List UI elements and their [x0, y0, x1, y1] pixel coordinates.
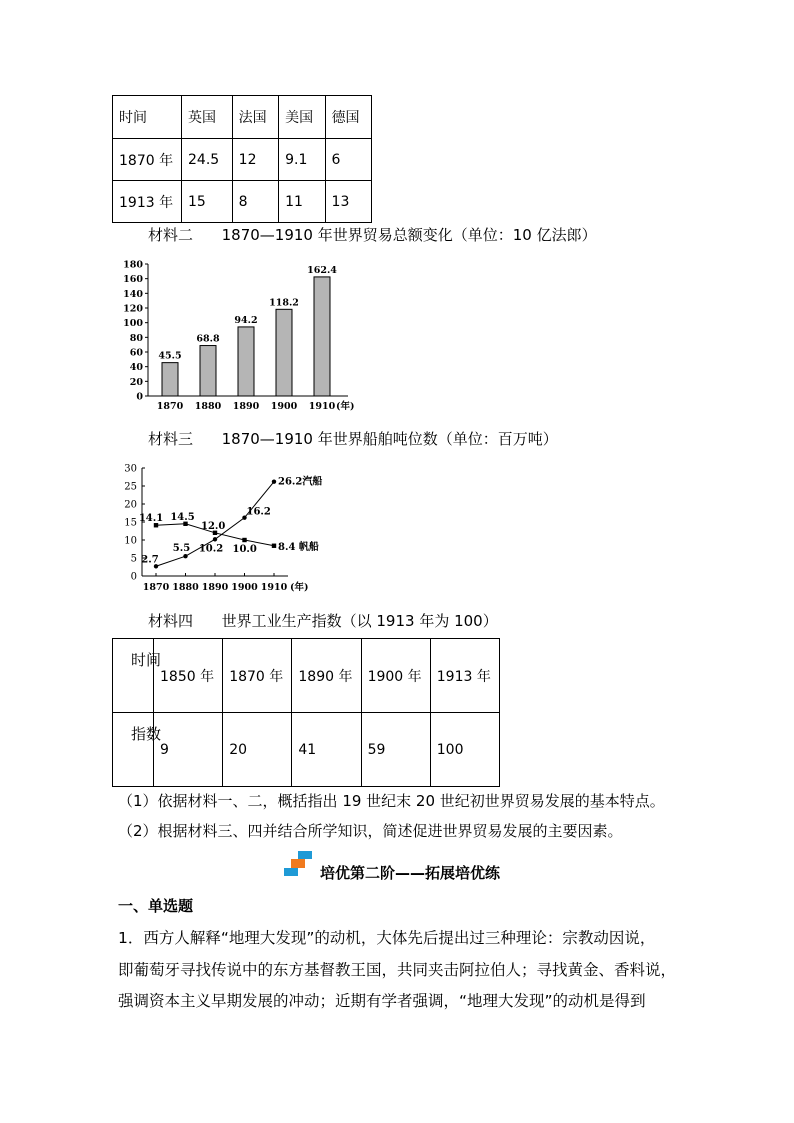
x-axis-label: (年)	[336, 401, 355, 412]
point-data-label: 12.0	[201, 520, 226, 532]
point-data-label: 14.1	[138, 513, 164, 525]
point-data-label: 8.4 帆船	[278, 541, 319, 553]
table1-cell: 6	[325, 139, 371, 181]
y-tick-label: 60	[129, 347, 143, 359]
table1-cell: 12	[232, 139, 278, 181]
bar	[238, 327, 254, 396]
table1-header-usa: 美国	[279, 96, 325, 139]
data-point	[242, 538, 246, 542]
y-tick-label: 40	[129, 362, 143, 374]
table4-cell: 100	[430, 713, 499, 787]
x-tick-label: 1910	[308, 401, 336, 412]
y-tick-label: 0	[130, 571, 137, 583]
table4-cell: 1900 年	[361, 639, 430, 713]
table4-cell: 59	[361, 713, 430, 787]
bar-data-label: 94.2	[234, 314, 258, 326]
table-row	[113, 139, 372, 181]
table1-cell: 11	[279, 181, 325, 223]
table1-cell: 1870 年	[113, 139, 182, 181]
table1-cell: 1913 年	[113, 181, 182, 223]
table4-row-first	[113, 713, 161, 787]
table-row	[113, 713, 500, 787]
data-point	[272, 479, 276, 483]
x-tick-label: 1880	[172, 582, 199, 593]
x-tick-label: 1900	[231, 582, 258, 593]
y-tick-label: 80	[129, 332, 143, 344]
table4-cell: 1870 年	[223, 639, 292, 713]
x-tick-label: 1870	[156, 401, 184, 412]
table1-cell: 15	[182, 181, 233, 223]
question-2: （2）根据材料三、四并结合所学知识，简述促进世界贸易发展的主要因素。	[118, 822, 623, 840]
point-data-label: 10.2	[198, 543, 224, 555]
problem-1-line-3: 强调资本主义早期发展的冲动；近期有学者强调，“地理大发现”的动机是得到	[118, 992, 646, 1010]
x-tick-label: 1890	[232, 401, 260, 412]
bar-data-label: 118.2	[269, 297, 299, 309]
y-tick-label: 5	[130, 553, 137, 565]
banner-logo-icon	[284, 851, 316, 877]
table4-header-first	[113, 639, 161, 713]
y-tick-label: 10	[124, 535, 137, 547]
table4-cell: 20	[223, 713, 292, 787]
problem-1-line-1: 1．西方人解释“地理大发现”的动机，大体先后提出过三种理论：宗教动因说，	[118, 929, 656, 947]
bar-data-label: 68.8	[196, 333, 220, 345]
y-tick-label: 15	[124, 517, 137, 529]
bar	[276, 309, 292, 396]
table4-cell: 1850 年	[154, 639, 223, 713]
point-data-label: 14.5	[170, 511, 195, 523]
y-tick-label: 20	[124, 499, 137, 511]
bar	[162, 363, 178, 396]
table1-header-france: 法国	[232, 96, 278, 139]
table4-row-index-label: 指数	[130, 725, 161, 743]
x-axis-label: (年)	[290, 582, 309, 593]
table4-cell: 1913 年	[430, 639, 499, 713]
x-tick-label: 1890	[201, 582, 229, 593]
material4-table	[112, 638, 500, 787]
bar	[200, 346, 216, 396]
x-tick-label: 1910	[260, 582, 288, 593]
point-data-label: 5.5	[172, 543, 191, 555]
table4-cell: 9	[154, 713, 223, 787]
point-data-label: 2.7	[141, 554, 159, 566]
question-1: （1）依据材料一、二，概括指出 19 世纪末 20 世纪初世界贸易发展的基本特点。	[118, 792, 665, 810]
material1-table	[112, 95, 372, 223]
bar-data-label: 162.4	[307, 264, 337, 276]
problem-1-line-2: 即葡萄牙寻找传说中的东方基督教王国，共同夹击阿拉伯人；寻找黄金、香料说，	[118, 961, 677, 979]
point-data-label: 16.2	[246, 506, 271, 518]
data-point	[272, 544, 276, 548]
y-tick-label: 100	[123, 318, 143, 330]
table-row	[113, 181, 372, 223]
y-tick-label: 120	[123, 303, 143, 315]
y-tick-label: 140	[123, 288, 143, 300]
table1-cell: 8	[232, 181, 278, 223]
y-tick-label: 30	[124, 463, 137, 475]
table1-cell: 24.5	[182, 139, 233, 181]
x-tick-label: 1900	[270, 401, 298, 412]
x-tick-label: 1880	[194, 401, 222, 412]
section-heading: 一、单选题	[118, 897, 194, 915]
table1-cell: 13	[325, 181, 371, 223]
trade-volume-bar-chart	[118, 255, 378, 415]
table4-cell: 1890 年	[292, 639, 361, 713]
ship-tonnage-line-chart	[118, 460, 338, 600]
table4-cell: 41	[292, 713, 361, 787]
point-data-label: 26.2汽船	[278, 476, 323, 488]
data-point	[183, 554, 187, 558]
point-data-label: 10.0	[232, 544, 257, 555]
y-tick-label: 0	[136, 391, 143, 403]
y-tick-label: 25	[124, 481, 137, 493]
bar	[314, 277, 330, 396]
table1-header-germany: 德国	[325, 96, 371, 139]
table4-header-time: 时间	[130, 651, 161, 669]
y-tick-label: 20	[129, 376, 143, 388]
table1-header-uk: 英国	[182, 96, 233, 139]
material2-caption: 材料二 1870—1910 年世界贸易总额变化（单位：10 亿法郎）	[148, 226, 597, 244]
table1-cell: 9.1	[279, 139, 325, 181]
y-tick-label: 180	[123, 259, 143, 271]
table-row	[113, 639, 500, 713]
y-tick-label: 160	[123, 274, 143, 286]
data-point	[213, 537, 217, 541]
section-banner-title: 培优第二阶——拓展培优练	[320, 864, 501, 882]
material4-caption: 材料四 世界工业生产指数（以 1913 年为 100）	[148, 612, 498, 630]
material3-caption: 材料三 1870—1910 年世界船舶吨位数（单位：百万吨）	[148, 430, 558, 448]
bar-data-label: 45.5	[158, 350, 182, 362]
x-tick-label: 1870	[142, 582, 170, 593]
table1-header-time: 时间	[113, 96, 182, 139]
